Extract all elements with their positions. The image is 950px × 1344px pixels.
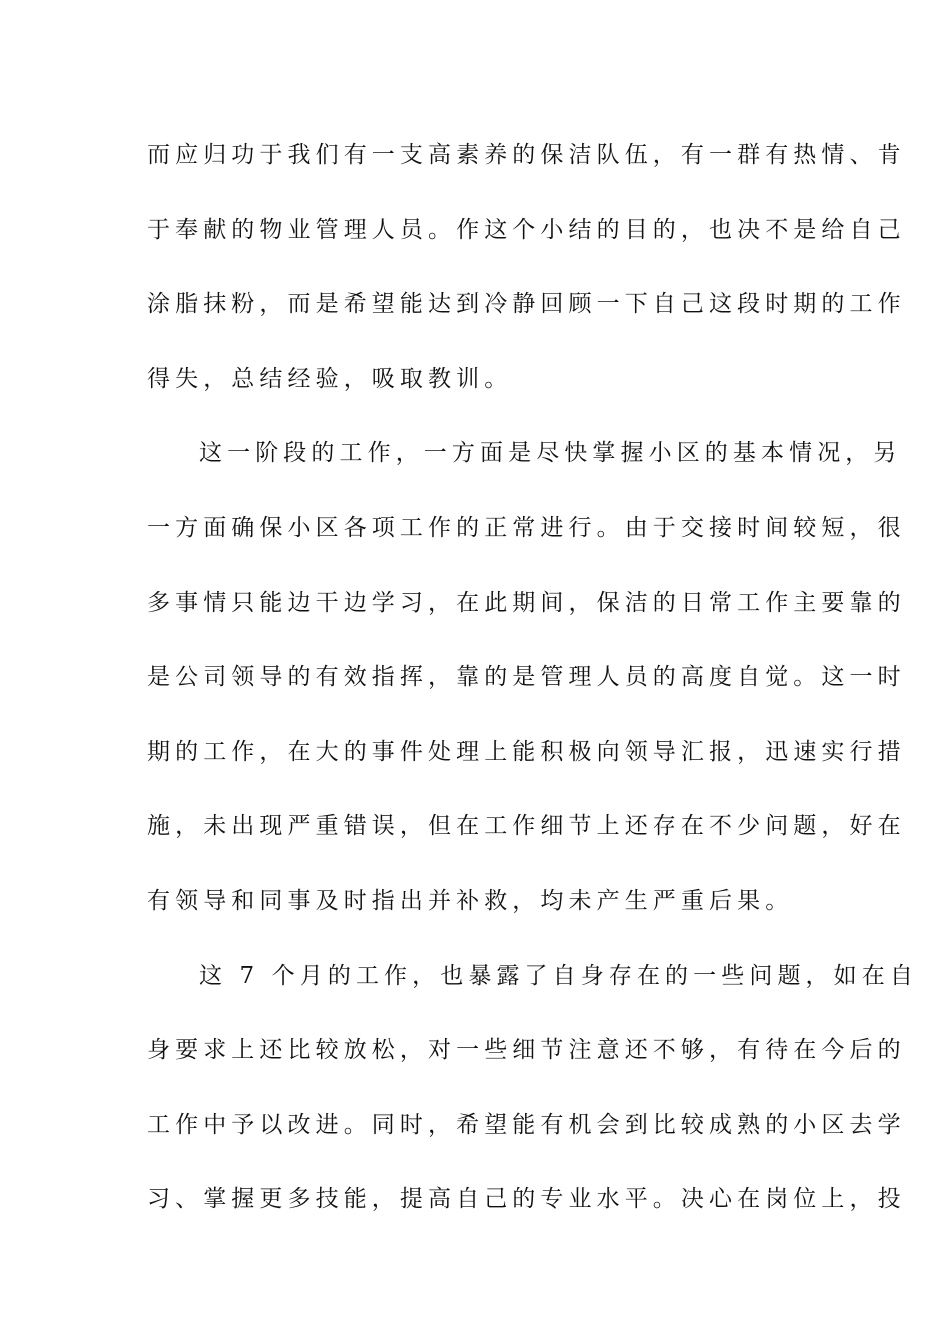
text-line: 有领导和同事及时指出并补救，均未产生严重后果。 <box>147 887 794 914</box>
text-line: 工作中予以改进。同时，希望能有机会到比较成熟的小区去学 <box>147 1111 906 1138</box>
text-line: 身要求上还比较放松，对一些细节注意还不够，有待在今后的 <box>147 1037 906 1064</box>
text-line: 多事情只能边干边学习，在此期间，保洁的日常工作主要靠的 <box>147 589 906 616</box>
text-line: 于奉献的物业管理人员。作这个小结的目的，也决不是给自己 <box>147 216 906 243</box>
text-line: 得失，总结经验，吸取教训。 <box>147 365 513 392</box>
text-line: 是公司领导的有效指挥，靠的是管理人员的高度自觉。这一时 <box>147 664 906 691</box>
text-line: 涂脂抹粉，而是希望能达到冷静回顾一下自己这段时期的工作 <box>147 291 906 318</box>
text-line: 一方面确保小区各项工作的正常进行。由于交接时间较短，很 <box>147 514 906 541</box>
text-line: 而应归功于我们有一支高素养的保洁队伍，有一群有热情、肯 <box>147 142 906 168</box>
paragraph-start-line: 这 7 个月的工作，也暴露了自身存在的一些问题，如在自 <box>199 962 918 989</box>
paragraph-start-line: 这一阶段的工作，一方面是尽快掌握小区的基本情况，另 <box>199 440 902 467</box>
text-line: 习、掌握更多技能，提高自己的专业水平。决心在岗位上，投 <box>147 1186 906 1213</box>
body-text <box>147 132 918 1251</box>
text-line: 施，未出现严重错误，但在工作细节上还存在不少问题，好在 <box>147 813 906 840</box>
text-line: 期的工作，在大的事件处理上能积极向领导汇报，迅速实行措 <box>147 738 906 765</box>
